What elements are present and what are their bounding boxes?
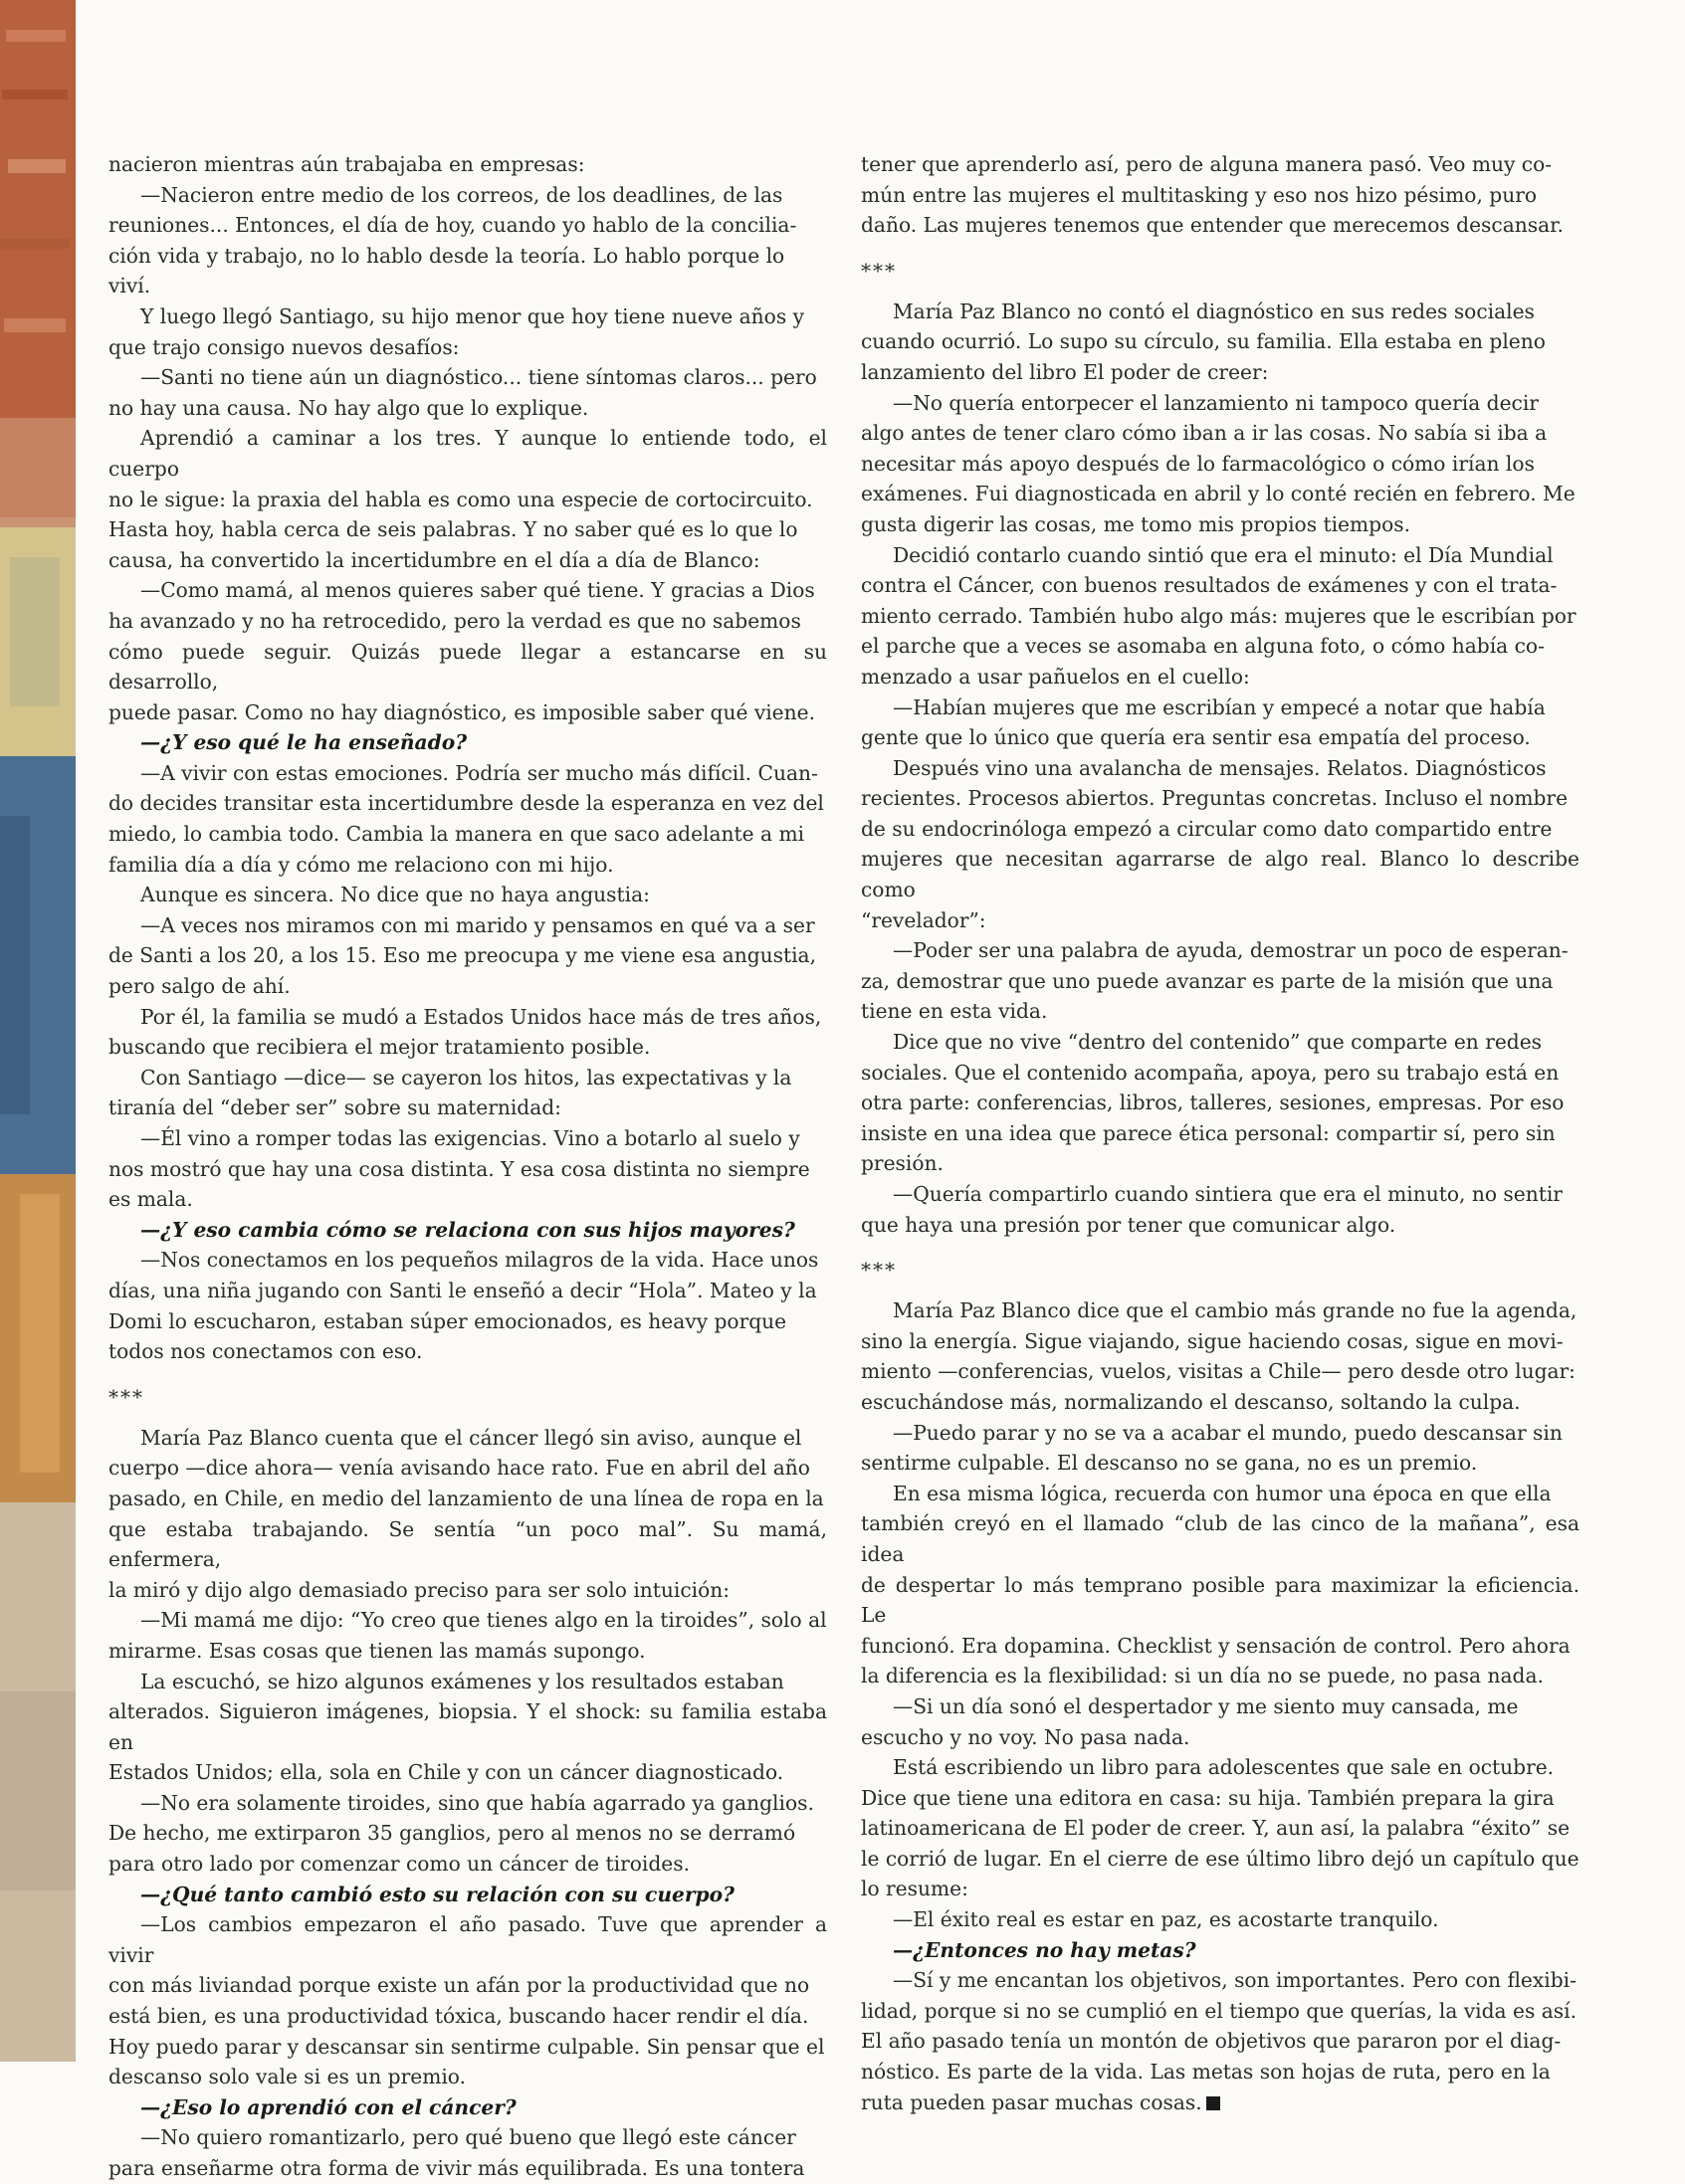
interview-question: —¿Y eso qué le ha enseñado? (140, 730, 468, 755)
article-paragraph: —No era solamente tiroides, sino que había agarrado ya ganglios. De hecho, me extirparon 35 ganglios, pero al menos no se derramó para otro lado por comenzar como un cáncer de tiroides. (108, 1790, 814, 1877)
article-paragraph: —No quería entorpecer el lanzamiento ni tampoco quería decir algo antes de tener claro cómo iban a ir las cosas. No sabía si iba a necesitar más apoyo después de lo farmacológico o cómo irían los exámenes. Fui diagnosticada en abril y lo conté recién en febrero. Me gusta digerir las cosas, me tomo mis propios tiempos. (861, 390, 1576, 536)
end-of-article-mark (1206, 2096, 1220, 2110)
article-paragraph: Por él, la familia se mudó a Estados Unidos hace más de tres años, buscando que recibiera el mejor tratamiento posible. (108, 1004, 822, 1060)
article-paragraph: —Como mamá, al menos quieres saber qué tiene. Y gracias a Dios ha avanzado y no ha retrocedido, pero la verdad es que no sabemos cómo puede seguir. Quizás puede llegar a estancarse en su desarrollo, puede pasar. Como no hay diagnóstico, es imposible saber qué viene. (108, 578, 827, 724)
edge-photo-strip (0, 0, 76, 2062)
article-paragraph: —Si un día sonó el despertador y me siento muy cansada, me escucho y no voy. No pasa nada. (861, 1693, 1519, 1749)
article-paragraph: Y luego llegó Santiago, su hijo menor que hoy tiene nueve años y que trajo consigo nuevos desafíos: (108, 303, 804, 359)
article-paragraph: —Él vino a romper todas las exigencias. Vino a botarlo al suelo y nos mostró que hay una cosa distinta. Y esa cosa distinta no siempre es mala. (108, 1126, 810, 1212)
article-paragraph: Aunque es sincera. No dice que no haya angustia: (140, 883, 650, 907)
edge-photo-image (0, 0, 76, 2062)
article-paragraph: Aprendió a caminar a los tres. Y aunque lo entiende todo, el cuerpo no le sigue: la praxia del habla es como una especie de cortocircuito. Hasta hoy, habla cerca de seis palabras. Y no saber qué es lo que lo causa, ha convertido la incertidumbre en el día a día de Blanco: (108, 426, 827, 572)
article-paragraph: —Quería compartirlo cuando sintiera que era el minuto, no sentir que haya una presión por tener que comunicar algo. (861, 1182, 1563, 1237)
right-column (861, 149, 1580, 2117)
article-paragraph: Decidió contarlo cuando sintió que era el minuto: el Día Mundial contra el Cáncer, con buenos resultados de exámenes y con el trata- miento cerrado. También hubo algo más: mujeres que le escribían por el parche que a veces se asomaba en alguna foto, o cómo había co- menzado a usar pañuelos en el cuello: (861, 542, 1577, 689)
article-paragraph: —Mi mamá me dijo: “Yo creo que tienes algo en la tiroides”, solo al mirarme. Esas cosas que tienen las mamás supongo. (108, 1608, 827, 1663)
interview-question: —¿Qué tanto cambió esto su relación con su cuerpo? (140, 1882, 735, 1906)
article-paragraph: —A veces nos miramos con mi marido y pensamos en qué va a ser de Santi a los 20, a los 15. Eso me preocupa y me viene esa angustia, pero salgo de ahí. (108, 912, 816, 999)
interview-question: —¿Entonces no hay metas? (893, 1937, 1196, 1962)
article-paragraph: Después vino una avalancha de mensajes. Relatos. Diagnósticos recientes. Procesos abiertos. Preguntas concretas. Incluso el nombre de su endocrinóloga empezó a circular como dato compartido entre mujeres que necesitan agarrarse de algo real. Blanco lo describe como “revelador”: (861, 755, 1580, 932)
article-paragraph: —No quiero romantizarlo, pero qué bueno que llegó este cáncer para enseñarme otra forma de vivir más equilibrada. Es una tontera (108, 2125, 805, 2180)
article-paragraph: María Paz Blanco dice que el cambio más grande no fue la agenda, sino la energía. Sigue viajando, sigue haciendo cosas, sigue en movi- miento —conferencias, vuelos, visitas a Chile— pero desde otro lugar: escuchándose más, normalizando el descanso, soltando la culpa. (861, 1298, 1578, 1414)
article-paragraph: Dice que no vive “dentro del contenido” que comparte en redes sociales. Que el contenido acompaña, apoya, pero su trabajo está en otra parte: conferencias, libros, talleres, sesiones, empresas. Por eso insiste en una idea que parece ética personal: compartir sí, pero sin presión. (861, 1030, 1565, 1176)
interview-question: —¿Eso lo aprendió con el cáncer? (140, 2094, 517, 2119)
left-column (108, 149, 827, 2184)
article-paragraph: Está escribiendo un libro para adolescentes que sale en octubre. Dice que tiene una editora en casa: su hija. También prepara la gira latinoamericana de El poder de creer. Y, aun así, la palabra “éxito” se le corrió de lugar. En el cierre de ese último libro dejó un capítulo que lo resume: (861, 1755, 1580, 1901)
article-paragraph: —Habían mujeres que me escribían y empecé a notar que había gente que lo único que quería era sentir esa empatía del proceso. (861, 695, 1546, 750)
article-paragraph: Con Santiago —dice— se cayeron los hitos, las expectativas y la tiranía del “deber ser” sobre su maternidad: (108, 1065, 792, 1120)
article-paragraph: nacieron mientras aún trabajaba en empresas: (108, 152, 585, 176)
article-paragraph: —Nos conectamos en los pequeños milagros de la vida. Hace unos días, una niña jugando con Santi le enseñó a decir “Hola”. Mateo y la Domi lo escucharon, estaban súper emocionados, es heavy porque todos nos conectamos con eso. (108, 1248, 819, 1364)
interview-question: —¿Y eso cambia cómo se relaciona con sus hijos mayores? (140, 1217, 795, 1242)
section-separator: *** (861, 1258, 897, 1283)
article-paragraph: —Nacieron entre medio de los correos, de los deadlines, de las reuniones... Entonces, el día de hoy, cuando yo hablo de la concilia- ción vida y trabajo, no lo hablo desde la teoría. Lo hablo porque lo viví. (108, 182, 797, 298)
article-paragraph: —Santi no tiene aún un diagnóstico... tiene síntomas claros... pero no hay una causa. No hay algo que lo explique. (108, 365, 817, 420)
article-paragraph: María Paz Blanco no contó el diagnóstico en sus redes sociales cuando ocurrió. Lo supo su círculo, su familia. Ella estaba en pleno lanzamiento del libro El poder de creer: (861, 298, 1546, 384)
article-paragraph: —A vivir con estas emociones. Podría ser mucho más difícil. Cuan- do decides transitar esta incertidumbre desde la esperanza en vez del miedo, lo cambia todo. Cambia la manera en que saco adelante a mi familia día a día y cómo me relaciono con mi hijo. (108, 760, 824, 877)
section-separator: *** (108, 1384, 144, 1409)
article-paragraph: tener que aprenderlo así, pero de alguna manera pasó. Veo muy co- mún entre las mujeres el multitasking y eso nos hizo pésimo, puro daño. Las mujeres tenemos que entender que merecemos descansar. (861, 152, 1564, 238)
article-paragraph: —Sí y me encantan los objetivos, son importantes. Pero con flexibi- lidad, porque si no se cumplió en el tiempo que querías, la vida es así. El año pasado tenía un montón de objetivos que pararon por el diag- nóstico. Es parte de la vida. Las metas son hojas de ruta, pero en la ruta pueden pasar muchas cosas. (861, 1968, 1578, 2114)
article-paragraph: La escuchó, se hizo algunos exámenes y los resultados estaban alterados. Siguieron imágenes, biopsia. Y el shock: su familia estaba en Estados Unidos; ella, sola en Chile y con un cáncer diagnosticado. (108, 1669, 827, 1785)
article-paragraph: —Poder ser una palabra de ayuda, demostrar un poco de esperan- za, demostrar que uno puede avanzar es parte de la misión que una tiene en esta vida. (861, 938, 1569, 1024)
article-paragraph: —Puedo parar y no se va a acabar el mundo, puedo descansar sin sentirme culpable. El descanso no se gana, no es un premio. (861, 1420, 1563, 1476)
article-paragraph: —El éxito real es estar en paz, es acostarte tranquilo. (893, 1907, 1439, 1932)
article-paragraph: —Los cambios empezaron el año pasado. Tuve que aprender a vivir con más liviandad porque existe un afán por la productividad que no está bien, es una productividad tóxica, buscando hacer rendir el día. Hoy puedo parar y descansar sin sentirme culpable. Sin pensar que el descanso solo vale si es un premio. (108, 1912, 827, 2089)
article-paragraph: En esa misma lógica, recuerda con humor una época en que ella también creyó en el llamado “club de las cinco de la mañana”, esa idea de despertar lo más temprano posible para maximizar la eficiencia. Le funcionó. Era dopamina. Checklist y sensación de control. Pero ahora la diferencia es la flexibilidad: si un día no se puede, no pasa nada. (861, 1481, 1580, 1688)
article-paragraph: María Paz Blanco cuenta que el cáncer llegó sin aviso, aunque el cuerpo —dice ahora— venía avisando hace rato. Fue en abril del año pasado, en Chile, en medio del lanzamiento de una línea de ropa en la que estaba trabajando. Se sentía “un poco mal”. Su mamá, enfermera, la miró y dijo algo demasiado preciso para ser solo intuición: (108, 1425, 827, 1602)
section-separator: *** (861, 258, 897, 283)
